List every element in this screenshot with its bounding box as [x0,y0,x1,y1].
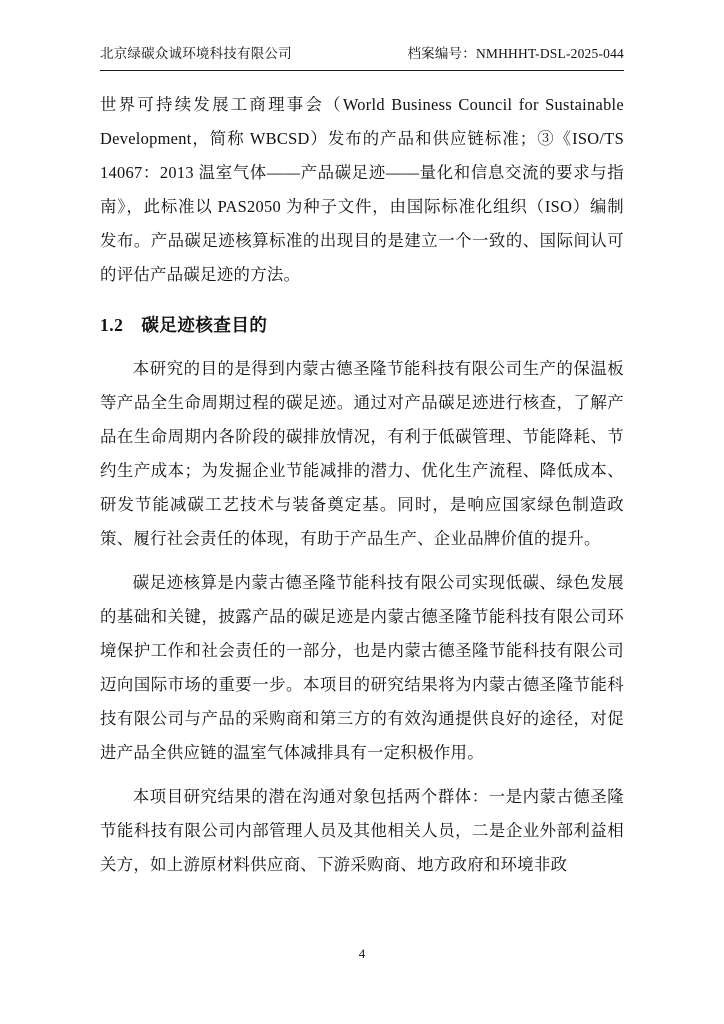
spacer [100,342,624,352]
spacer [100,770,624,780]
page-content [100,88,624,882]
page-header [100,42,624,62]
page-number: 4 [358,946,366,961]
spacer [100,292,624,308]
header-file-value: NMHHHT-DSL-2025-044 [475,46,624,61]
paragraph-continued: 世界可持续发展工商理事会（World Business Council for Sustainable Development，简称 WBCSD）发布的产品和供应链标准；③《ISO/TS 14067：2013 温室气体——产品碳足迹——量化和信息交流的要求与指南》，此标准以 PAS2050 为种子文件，由国际标准化组织（ISO）编制发布。产品碳足迹核算标准的出现目的是建立一个一致的、国际间认可的评估产品碳足迹的方法。 [100,95,624,284]
header-company-name: 北京绿碳众诚环境科技有限公司 [100,46,292,61]
spacer [100,556,624,566]
section-title: 碳足迹核查目的 [141,315,268,335]
section-number: 1.2 [100,315,124,335]
section-heading [100,308,624,342]
paragraph-3: 本项目研究结果的潜在沟通对象包括两个群体：一是内蒙古德圣隆节能科技有限公司内部管理人员及其他相关人员，二是企业外部利益相关方，如上游原材料供应商、下游采购商、地方政府和环境非政 [100,787,624,874]
paragraph-1: 本研究的目的是得到内蒙古德圣隆节能科技有限公司生产的保温板等产品全生命周期过程的碳足迹。通过对产品碳足迹进行核查，了解产品在生命周期内各阶段的碳排放情况，有利于低碳管理、节能降耗、节约生产成本；为发掘企业节能减排的潜力、优化生产流程、降低成本、研发节能减碳工艺技术与装备奠定基。同时，是响应国家绿色制造政策、履行社会责任的体现，有助于产品生产、企业品牌价值的提升。 [100,359,624,548]
header-divider [100,70,624,71]
header-file-label: 档案编号： [407,46,476,61]
paragraph-2: 碳足迹核算是内蒙古德圣隆节能科技有限公司实现低碳、绿色发展的基础和关键，披露产品的碳足迹是内蒙古德圣隆节能科技有限公司环境保护工作和社会责任的一部分，也是内蒙古德圣隆节能科技有限公司迈向国际市场的重要一步。本项目的研究结果将为内蒙古德圣隆节能科技有限公司与产品的采购商和第三方的有效沟通提供良好的途径，对促进产品全供应链的温室气体减排具有一定积极作用。 [100,573,624,762]
header-file-number [407,42,624,62]
